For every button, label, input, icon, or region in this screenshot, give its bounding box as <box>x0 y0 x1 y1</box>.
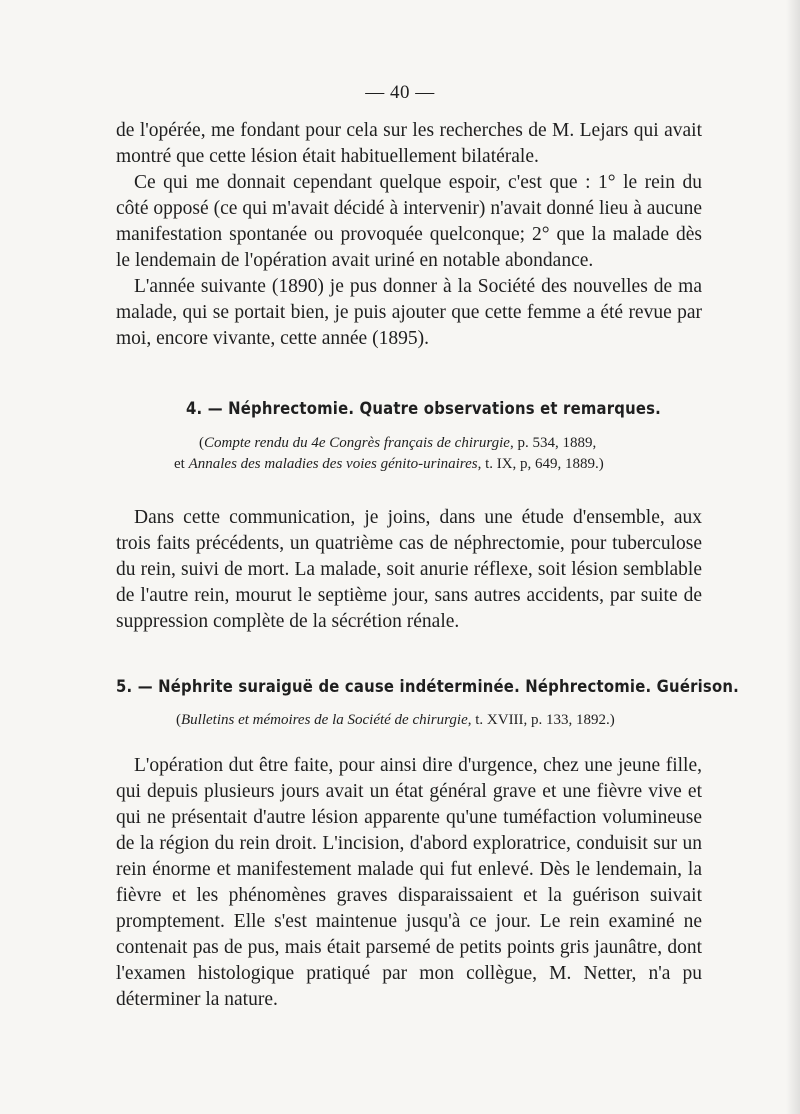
section-4-paragraph: Dans cette communication, je joins, dans une étude d'ensemble, aux trois faits précédents, un quatrième cas de néphrectomie, pour tuberculose du rein, suivi de mort. La malade, soit anurie réflexe, soit lésion semblable de l'autre rein, mourut le septième jour, sans autres accidents, par suite de suppression complète de la sécrétion rénale. <box>116 507 702 632</box>
section-5-paragraph: L'opération dut être faite, pour ainsi dire d'urgence, chez une jeune fille, qui depuis plusieurs jours avait un état général grave et une fièvre vive et qui ne présentait d'autre lésion apparente qu'une tuméfaction volumineuse de la région du rein droit. L'incision, d'abord exploratrice, conduisit sur un rein énorme et manifestement malade qui fut enlevé. Dès le lendemain, la fièvre et les phénomènes graves disparaissaient et la guérison suivait promptement. Elle s'est maintenue jusqu'à ce jour. Le rein examiné ne contenait pas de pus, mais était parsemé de petits points gris jaunâtre, dont l'examen histologique pratiqué par mon collègue, M. Netter, n'a pu déterminer la nature. <box>116 755 702 1010</box>
section-5-body <box>116 753 702 1013</box>
section-5-citation <box>176 709 615 731</box>
section-4-heading: 4. — Néphrectomie. Quatre observations et remarques. <box>186 399 661 418</box>
page-number-header: — 40 — <box>365 82 435 103</box>
paragraph-continuation: de l'opérée, me fondant pour cela sur les recherches de M. Lejars qui avait montré que cette lésion était habituellement bilatérale. <box>116 120 702 167</box>
section-5-heading: 5. — Néphrite suraiguë de cause indéterminée. Néphrectomie. Guérison. <box>116 677 739 696</box>
citation-title: Annales des maladies des voies génito-urinaires <box>188 456 478 472</box>
paragraph-following-year: L'année suivante (1890) je pus donner à la Société des nouvelles de ma malade, qui se portait bien, je puis ajouter que cette femme a été revue par moi, encore vivante, cette année (1895). <box>116 276 702 349</box>
citation-title: Compte rendu du 4e Congrès français de chirurgie <box>204 435 510 451</box>
citation-text: ( <box>176 712 181 728</box>
section-4-citation-line-1 <box>199 432 596 454</box>
section-4-citation-line-2 <box>174 453 604 475</box>
citation-text: et <box>174 456 189 472</box>
citation-title: Bulletins et mémoires de la Société de chirurgie <box>181 712 468 728</box>
citation-text: ( <box>199 435 204 451</box>
citation-text: , p. 534, 1889, <box>509 435 597 451</box>
citation-text: , t. XVIII, p. 133, 1892.) <box>467 712 615 728</box>
intro-text-block <box>116 118 702 352</box>
citation-text: , t. IX, p, 649, 1889.) <box>477 456 604 472</box>
paragraph-hope: Ce qui me donnait cependant quelque espoir, c'est que : 1° le rein du côté opposé (ce qui m'avait décidé à intervenir) n'avait donné lieu à aucune manifestation spontanée ou provoquée quelconque; 2° que la malade dès le lendemain de l'opération avait uriné en notable abondance. <box>116 172 702 271</box>
section-4-body <box>116 505 702 635</box>
